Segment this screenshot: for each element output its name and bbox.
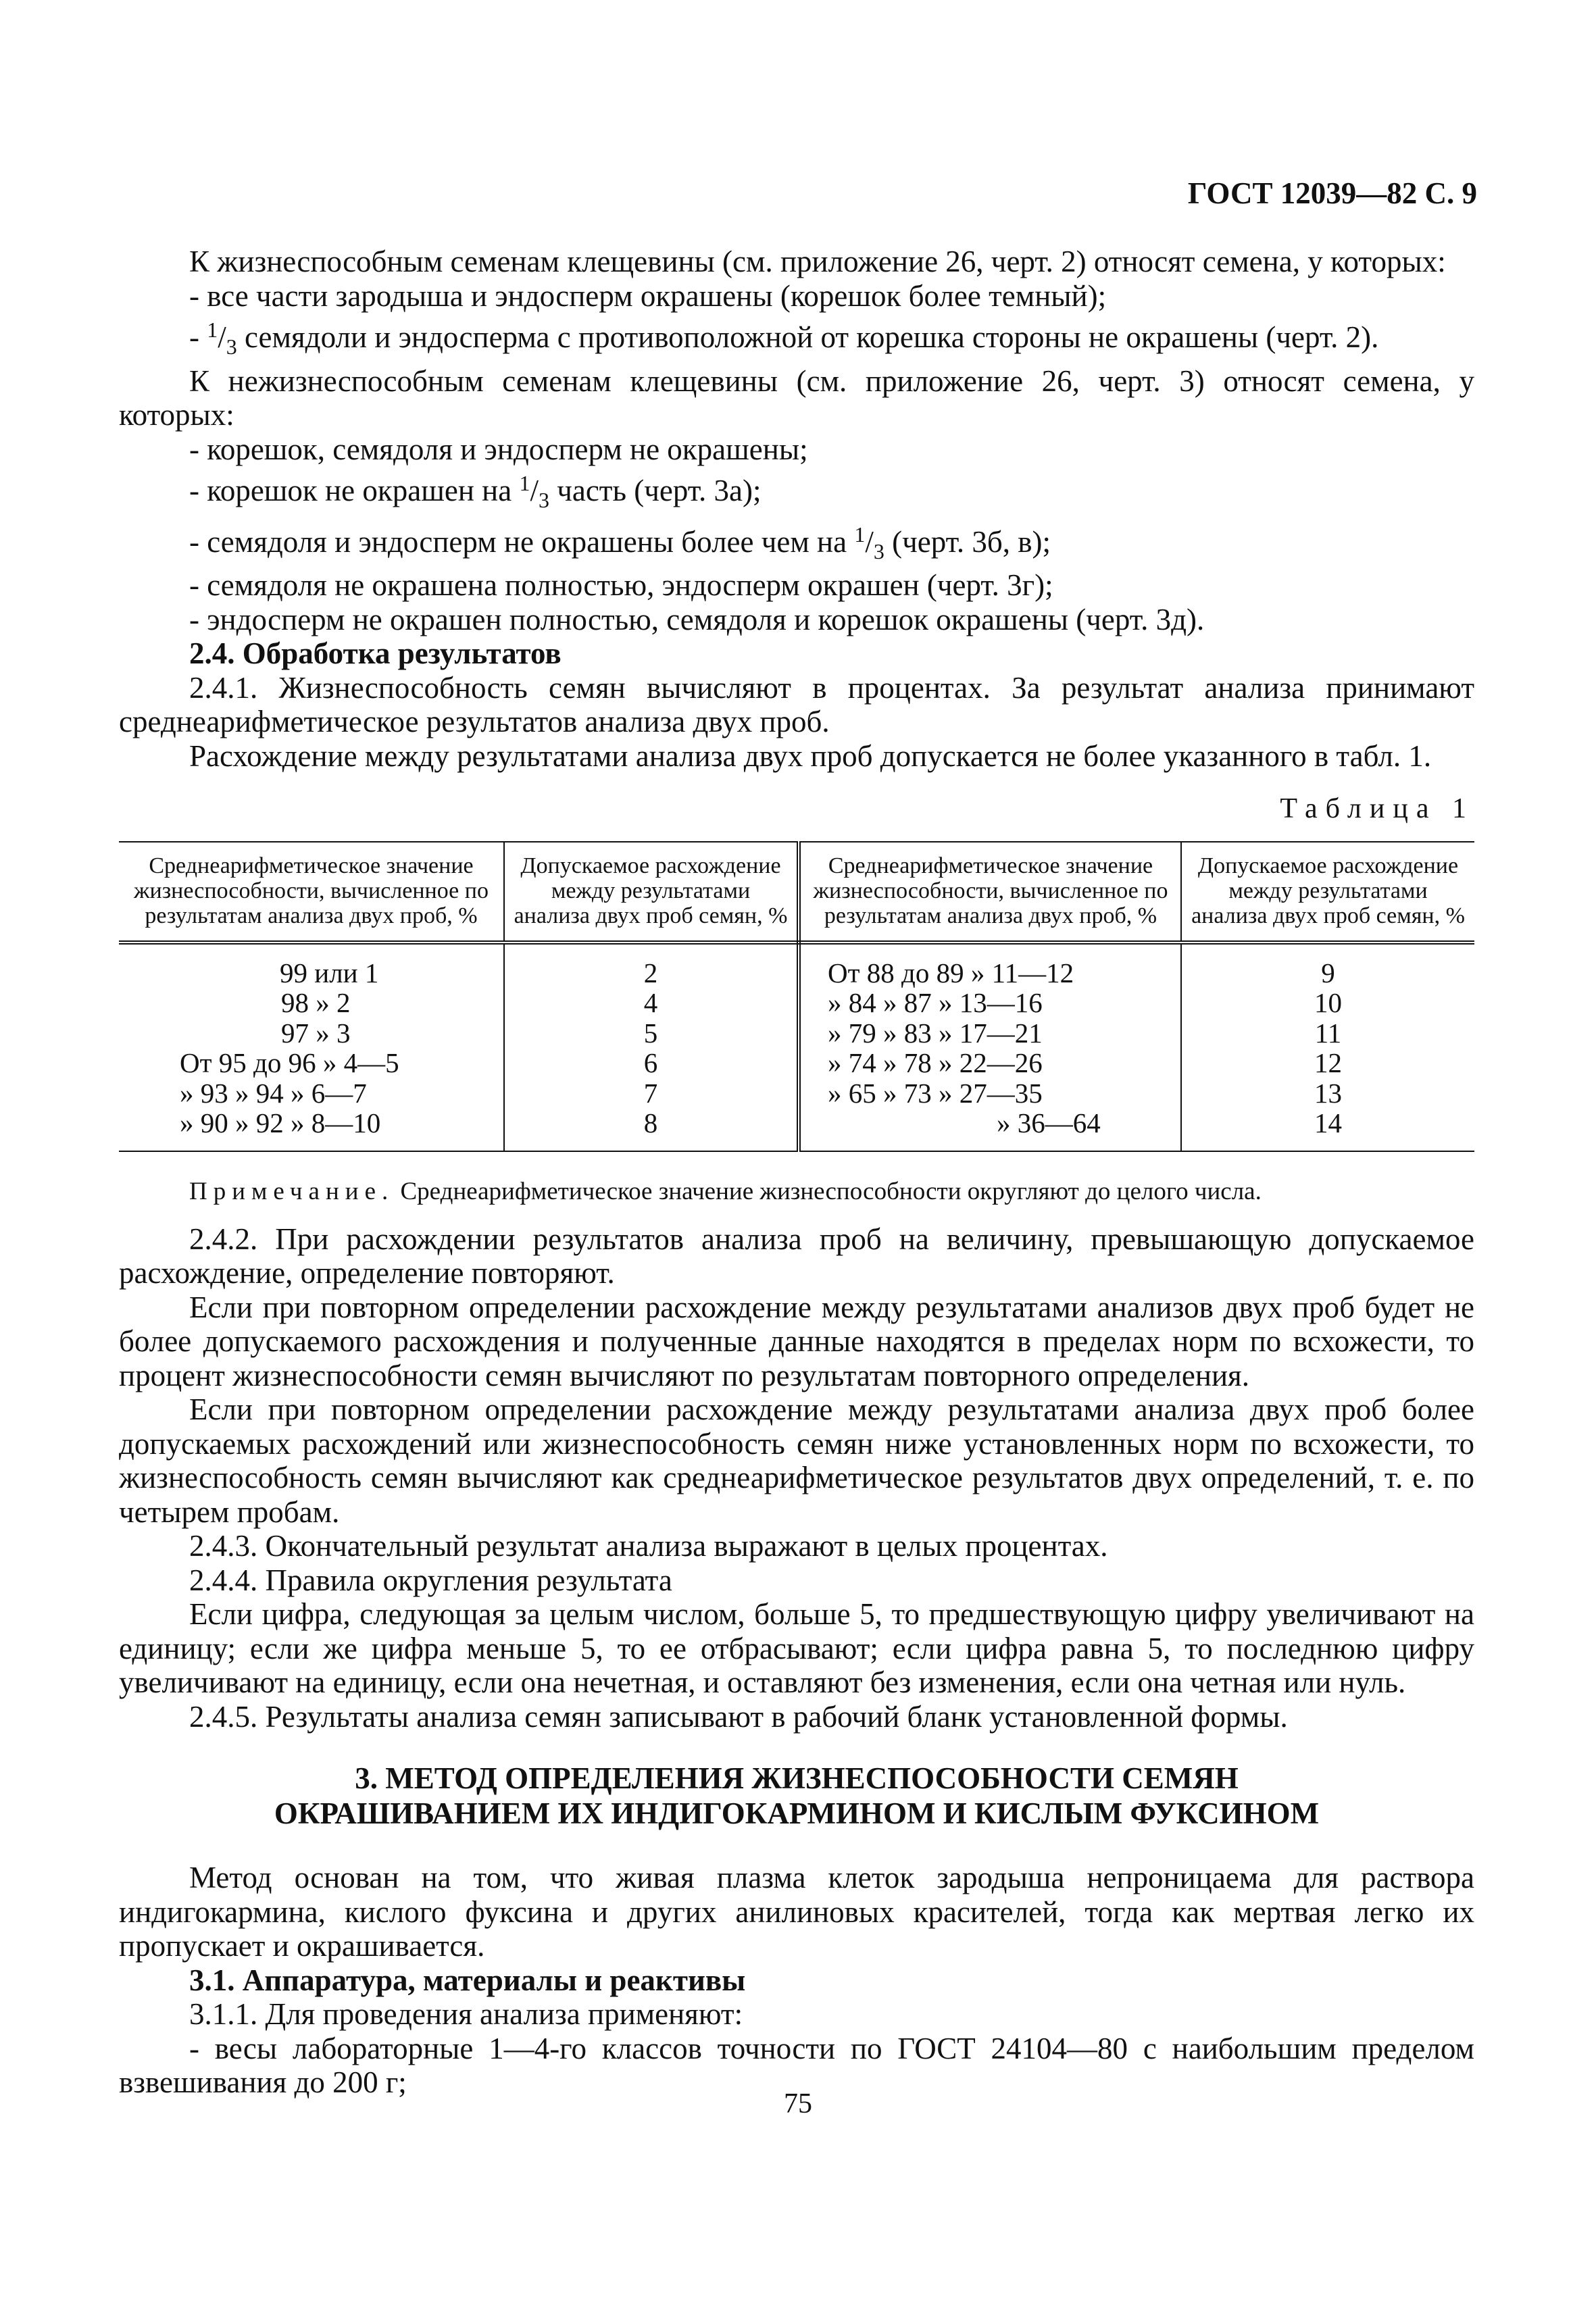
table-cell	[119, 942, 504, 1151]
range-value: » 84 » 87 » 13—16	[828, 987, 1043, 1018]
range-value: » 90 » 92 » 8—10	[180, 1107, 381, 1138]
column-header: Среднеарифметическое значение жизнеспособности, вычисленное по результатам анализа двух проб, %	[119, 842, 504, 942]
value: 13	[1314, 1077, 1342, 1109]
paragraph: Расхождение между результатами анализа двух проб допускается не более указанного в табл. 1.	[189, 738, 1432, 773]
paragraph: К жизнеспособным семенам клещевины (см. приложение 26, черт. 2) относят семена, у которых:	[189, 245, 1446, 278]
text-run: часть (черт. 3а);	[549, 474, 762, 507]
text-run: семядоли и эндосперма с противоположной от корешка стороны не окрашены (черт. 2).	[236, 320, 1379, 354]
document-body	[119, 245, 1474, 2100]
fraction-slash: /	[218, 320, 226, 354]
section-title-line: ОКРАШИВАНИЕМ ИХ ИНДИГОКАРМИНОМ И КИСЛЫМ ФУКСИНОМ	[274, 1796, 1320, 1830]
list-item: - эндосперм не окрашен полностью, семядоля и корешок окрашены (черт. 3д).	[189, 602, 1205, 636]
section-title-line: 3. МЕТОД ОПРЕДЕЛЕНИЯ ЖИЗНЕСПОСОБНОСТИ СЕМЯН	[355, 1761, 1239, 1795]
paragraph: 2.4.5. Результаты анализа семян записывают в рабочий бланк установленной формы.	[189, 1699, 1288, 1734]
fraction-numerator: 1	[519, 471, 530, 495]
fraction-slash: /	[530, 474, 539, 507]
range-value: » 65 » 73 » 27—35	[828, 1077, 1043, 1109]
table-row	[119, 942, 1474, 1151]
paragraph: 2.4.2. При расхождении результатов анализа проб на величину, превышающую допускаемое расхождение, определение повторяют.	[119, 1222, 1474, 1290]
range-value: От 88 до 89 » 11—12	[828, 957, 1074, 988]
value: 12	[1314, 1047, 1342, 1078]
paragraph: 2.4.4. Правила округления результата	[189, 1563, 672, 1597]
range-value: » 36—64	[997, 1107, 1101, 1138]
fraction-denominator: 3	[873, 538, 884, 563]
list-item: - семядоля не окрашена полностью, эндосперм окрашен (черт. 3г);	[189, 568, 1053, 602]
range-value: » 74 » 78 » 22—26	[828, 1047, 1043, 1078]
range-value: 97 » 3	[281, 1017, 351, 1049]
paragraph: Если при повторном определении расхождение между результатами анализов двух проб будет не более допускаемого расхождения и полученные данные находятся в пределах норм по всхожести, то процент жизнеспособности семян вычисляют по результатам повторного определения.	[119, 1290, 1474, 1392]
column-header: Среднеарифметическое значение жизнеспособности, вычисленное по результатам анализа двух проб, %	[799, 842, 1181, 942]
list-item: - весы лабораторные 1—4-го классов точности по ГОСТ 24104—80 с наибольшим пределом взвешивания до 200 г;	[119, 2031, 1474, 2099]
list-item	[119, 313, 1474, 364]
paragraph: К нежизнеспособным семенам клещевины (см. приложение 26, черт. 3) относят семена, у которых:	[119, 363, 1474, 432]
tolerance-table	[119, 841, 1474, 1152]
value: 5	[643, 1017, 658, 1049]
value: 4	[643, 987, 658, 1018]
page-number: 75	[784, 2088, 812, 2119]
table-cell	[504, 942, 799, 1151]
text-run: -	[189, 320, 207, 354]
fraction-denominator: 3	[538, 488, 549, 512]
value: 8	[643, 1107, 658, 1138]
paragraph: Метод основан на том, что живая плазма клеток зародыша непроницаема для раствора индигокармина, кислого фуксина и других анилиновых красителей, тогда как мертвая легко их пропускает и окрашивается.	[119, 1861, 1474, 1963]
value: 7	[643, 1077, 658, 1109]
text-run: - корешок не окрашен на	[189, 474, 520, 507]
fraction-denominator: 3	[226, 334, 237, 359]
value: 11	[1314, 1017, 1342, 1049]
range-value: 99 или 1	[280, 957, 379, 988]
value: 14	[1314, 1107, 1342, 1138]
page-header: ГОСТ 12039—82 С. 9	[1187, 176, 1477, 210]
fraction-slash: /	[865, 524, 874, 559]
column-header: Допускаемое расхождение между результатами анализа двух проб семян, %	[1181, 842, 1474, 942]
table-cell	[799, 942, 1181, 1151]
range-value: 98 » 2	[281, 987, 351, 1018]
section-heading-2-4: 2.4. Обработка результатов	[189, 636, 562, 670]
column-header: Допускаемое расхождение между результатами анализа двух проб семян, %	[504, 842, 799, 942]
paragraph: 2.4.1. Жизнеспособность семян вычисляют в процентах. За результат анализа принимают среднеарифметическое результатов анализа двух проб.	[119, 670, 1474, 738]
value: 10	[1314, 987, 1342, 1018]
table-label: Таблица 1	[1280, 793, 1474, 824]
table-cell	[1181, 942, 1474, 1151]
range-value: » 79 » 83 » 17—21	[828, 1017, 1043, 1049]
section-3-title	[119, 1761, 1474, 1831]
table-note	[119, 1176, 1474, 1207]
list-item	[119, 466, 1474, 518]
paragraph: Если при повторном определении расхождение между результатами анализа двух проб более допускаемых расхождений или жизнеспособность семян ниже установленных норм по всхожести, то жизнеспособность семян вычисляют как среднеарифметическое результатов двух определений, т. е. по четырем пробам.	[119, 1392, 1474, 1529]
text-run: - семядоля и эндосперм не окрашены более чем на	[189, 524, 855, 559]
value: 9	[1321, 957, 1335, 988]
value: 6	[643, 1047, 658, 1078]
value: 2	[643, 957, 658, 988]
paragraph: 2.4.3. Окончательный результат анализа выражают в целых процентах.	[189, 1529, 1108, 1563]
note-label: Примечание.	[189, 1177, 395, 1205]
list-item	[119, 518, 1474, 569]
note-text: Среднеарифметическое значение жизнеспособности округляют до целого числа.	[394, 1177, 1262, 1205]
paragraph: 3.1.1. Для проведения анализа применяют:	[189, 1997, 743, 2031]
list-item: - корешок, семядоля и эндосперм не окрашены;	[189, 432, 808, 466]
table-header-row	[119, 842, 1474, 942]
range-value: От 95 до 96 » 4—5	[180, 1047, 399, 1078]
list-item: - все части зародыша и эндосперм окрашены (корешок более темный);	[189, 278, 1107, 313]
range-value: » 93 » 94 » 6—7	[180, 1077, 367, 1109]
paragraph: Если цифра, следующая за целым числом, больше 5, то предшествующую цифру увеличивают на единицу; если же цифра меньше 5, то ее отбрасывают; если цифра равна 5, то последнюю цифру увеличивают на единицу, если она нечетная, и оставляют без изменения, если она четная или нуль.	[119, 1597, 1474, 1699]
section-heading-3-1: 3.1. Аппаратура, материалы и реактивы	[189, 1963, 746, 1997]
fraction-numerator: 1	[207, 318, 218, 342]
fraction-numerator: 1	[854, 522, 866, 547]
text-run: (черт. 3б, в);	[884, 524, 1051, 559]
